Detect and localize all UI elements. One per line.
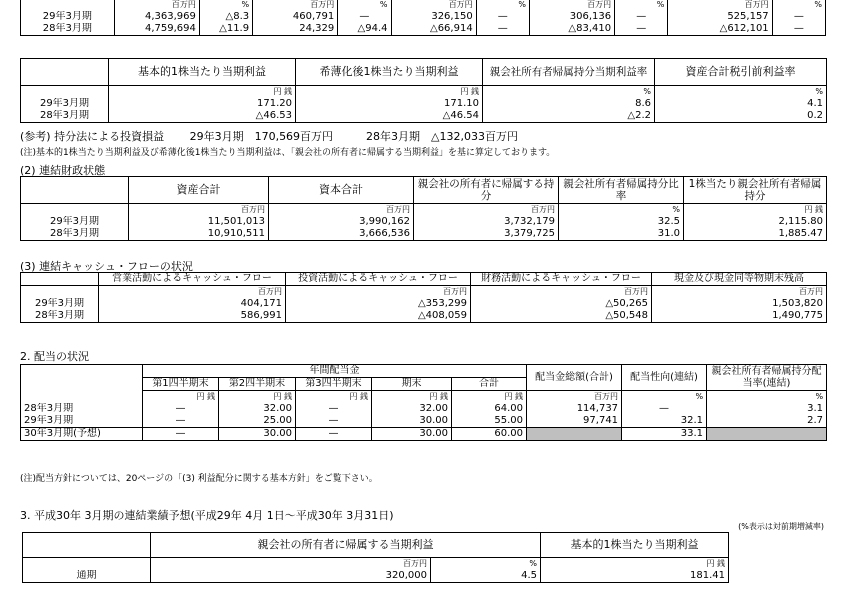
units-row: 百万円 百万円 百万円 % 円 銭 <box>21 204 827 217</box>
eps-note: (注)基本的1株当たり当期利益及び希薄化後1株当たり当期利益は、「親会社の所有者に帰属する当期利益」を基に算定しております。 <box>20 148 556 158</box>
header-row: 営業活動によるキャッシュ・フロー 投資活動によるキャッシュ・フロー 財務活動によるキャッシュ・フロー 現金及び現金同等物期末残高 <box>21 273 827 286</box>
table-row: 28年3月期 586,991 △408,059 △50,548 1,490,775 <box>21 310 827 323</box>
table-row: 30年3月期(予想) — 30.00 — 30.00 60.00 33.1 <box>21 427 827 440</box>
financial-position-table <box>20 176 827 241</box>
units-row: 百万円 百万円 百万円 百万円 <box>21 286 827 299</box>
units-row: 百万円 % 円 銭 <box>23 558 729 571</box>
table-row: 28年3月期 10,910,511 3,666,536 3,379,725 31.0 1,885.47 <box>21 228 827 241</box>
units-row: 円 銭 円 銭 円 銭 円 銭 円 銭 百万円 % % <box>21 391 827 403</box>
sub-header-row: 第1四半期末 第2四半期末 第3四半期末 期末 合計 <box>21 378 827 391</box>
section-title: 3. 平成30年 3月期の連結業績予想(平成29年 4月 1日～平成30年 3月31日) <box>20 509 394 522</box>
units-row: 百万円 % 百万円 % 百万円 % 百万円 % 百万円 % <box>21 0 826 11</box>
table-row: 29年3月期 — 25.00 — 30.00 55.00 97,741 32.1 2.7 <box>21 415 827 428</box>
units-row: 円 銭 円 銭 % % <box>21 86 827 99</box>
table-row: 29年3月期 171.20 171.10 8.6 4.1 <box>21 98 827 110</box>
eps-table <box>20 58 827 123</box>
dividend-note: (注)配当方針については、20ページの「(3) 利益配分に関する基本方針」をご覧下さい。 <box>20 474 378 484</box>
section-title: 2. 配当の状況 <box>20 350 89 363</box>
table-row: 29年3月期 404,171 △353,299 △50,265 1,503,820 <box>21 298 827 310</box>
header-row: 資産合計 資本合計 親会社の所有者に帰属する持分 親会社所有者帰属持分比率 1株当たり親会社所有者帰属持分 <box>21 177 827 204</box>
dividends-table <box>20 364 827 441</box>
forecast-table <box>22 532 729 583</box>
section-title: (3) 連結キャッシュ・フローの状況 <box>20 260 193 273</box>
table-row: 29年3月期 4,363,969 △8.3 460,791 — 326,150 — 306,136 — 525,157 — <box>21 11 826 23</box>
header-row: 親会社の所有者に帰属する当期利益 基本的1株当たり当期利益 <box>23 533 729 558</box>
table-row: 29年3月期 11,501,013 3,990,162 3,732,179 32.5 2,115.80 <box>21 216 827 228</box>
table-row: 28年3月期 — 32.00 — 32.00 64.00 114,737 — 3.1 <box>21 403 827 415</box>
forecast-note: (%表示は対前期増減率) <box>738 522 824 531</box>
table-row: 28年3月期 4,759,694 △11.9 24,329 △94.4 △66,914 — △83,410 — △612,101 — <box>21 23 826 36</box>
reference-line: (参考) 持分法による投資損益 29年3月期 170,569百万円 28年3月期 △132,033百万円 <box>20 130 518 143</box>
table-row: 28年3月期 △46.53 △46.54 △2.2 0.2 <box>21 110 827 123</box>
table-row: 通期 320,000 4.5 181.41 <box>23 570 729 583</box>
header-row: 年間配当金 配当金総額(合計) 配当性向(連結) 親会社所有者帰属持分配当率(連結) <box>21 365 827 378</box>
header-row: 基本的1株当たり当期利益 希薄化後1株当たり当期利益 親会社所有者帰属持分当期利益率 資産合計税引前利益率 <box>21 59 827 86</box>
cash-flow-table <box>20 272 827 323</box>
results-table <box>20 0 826 36</box>
shaded-cell <box>527 427 622 440</box>
shaded-cell <box>707 427 827 440</box>
section-title: (2) 連結財政状態 <box>20 164 106 177</box>
